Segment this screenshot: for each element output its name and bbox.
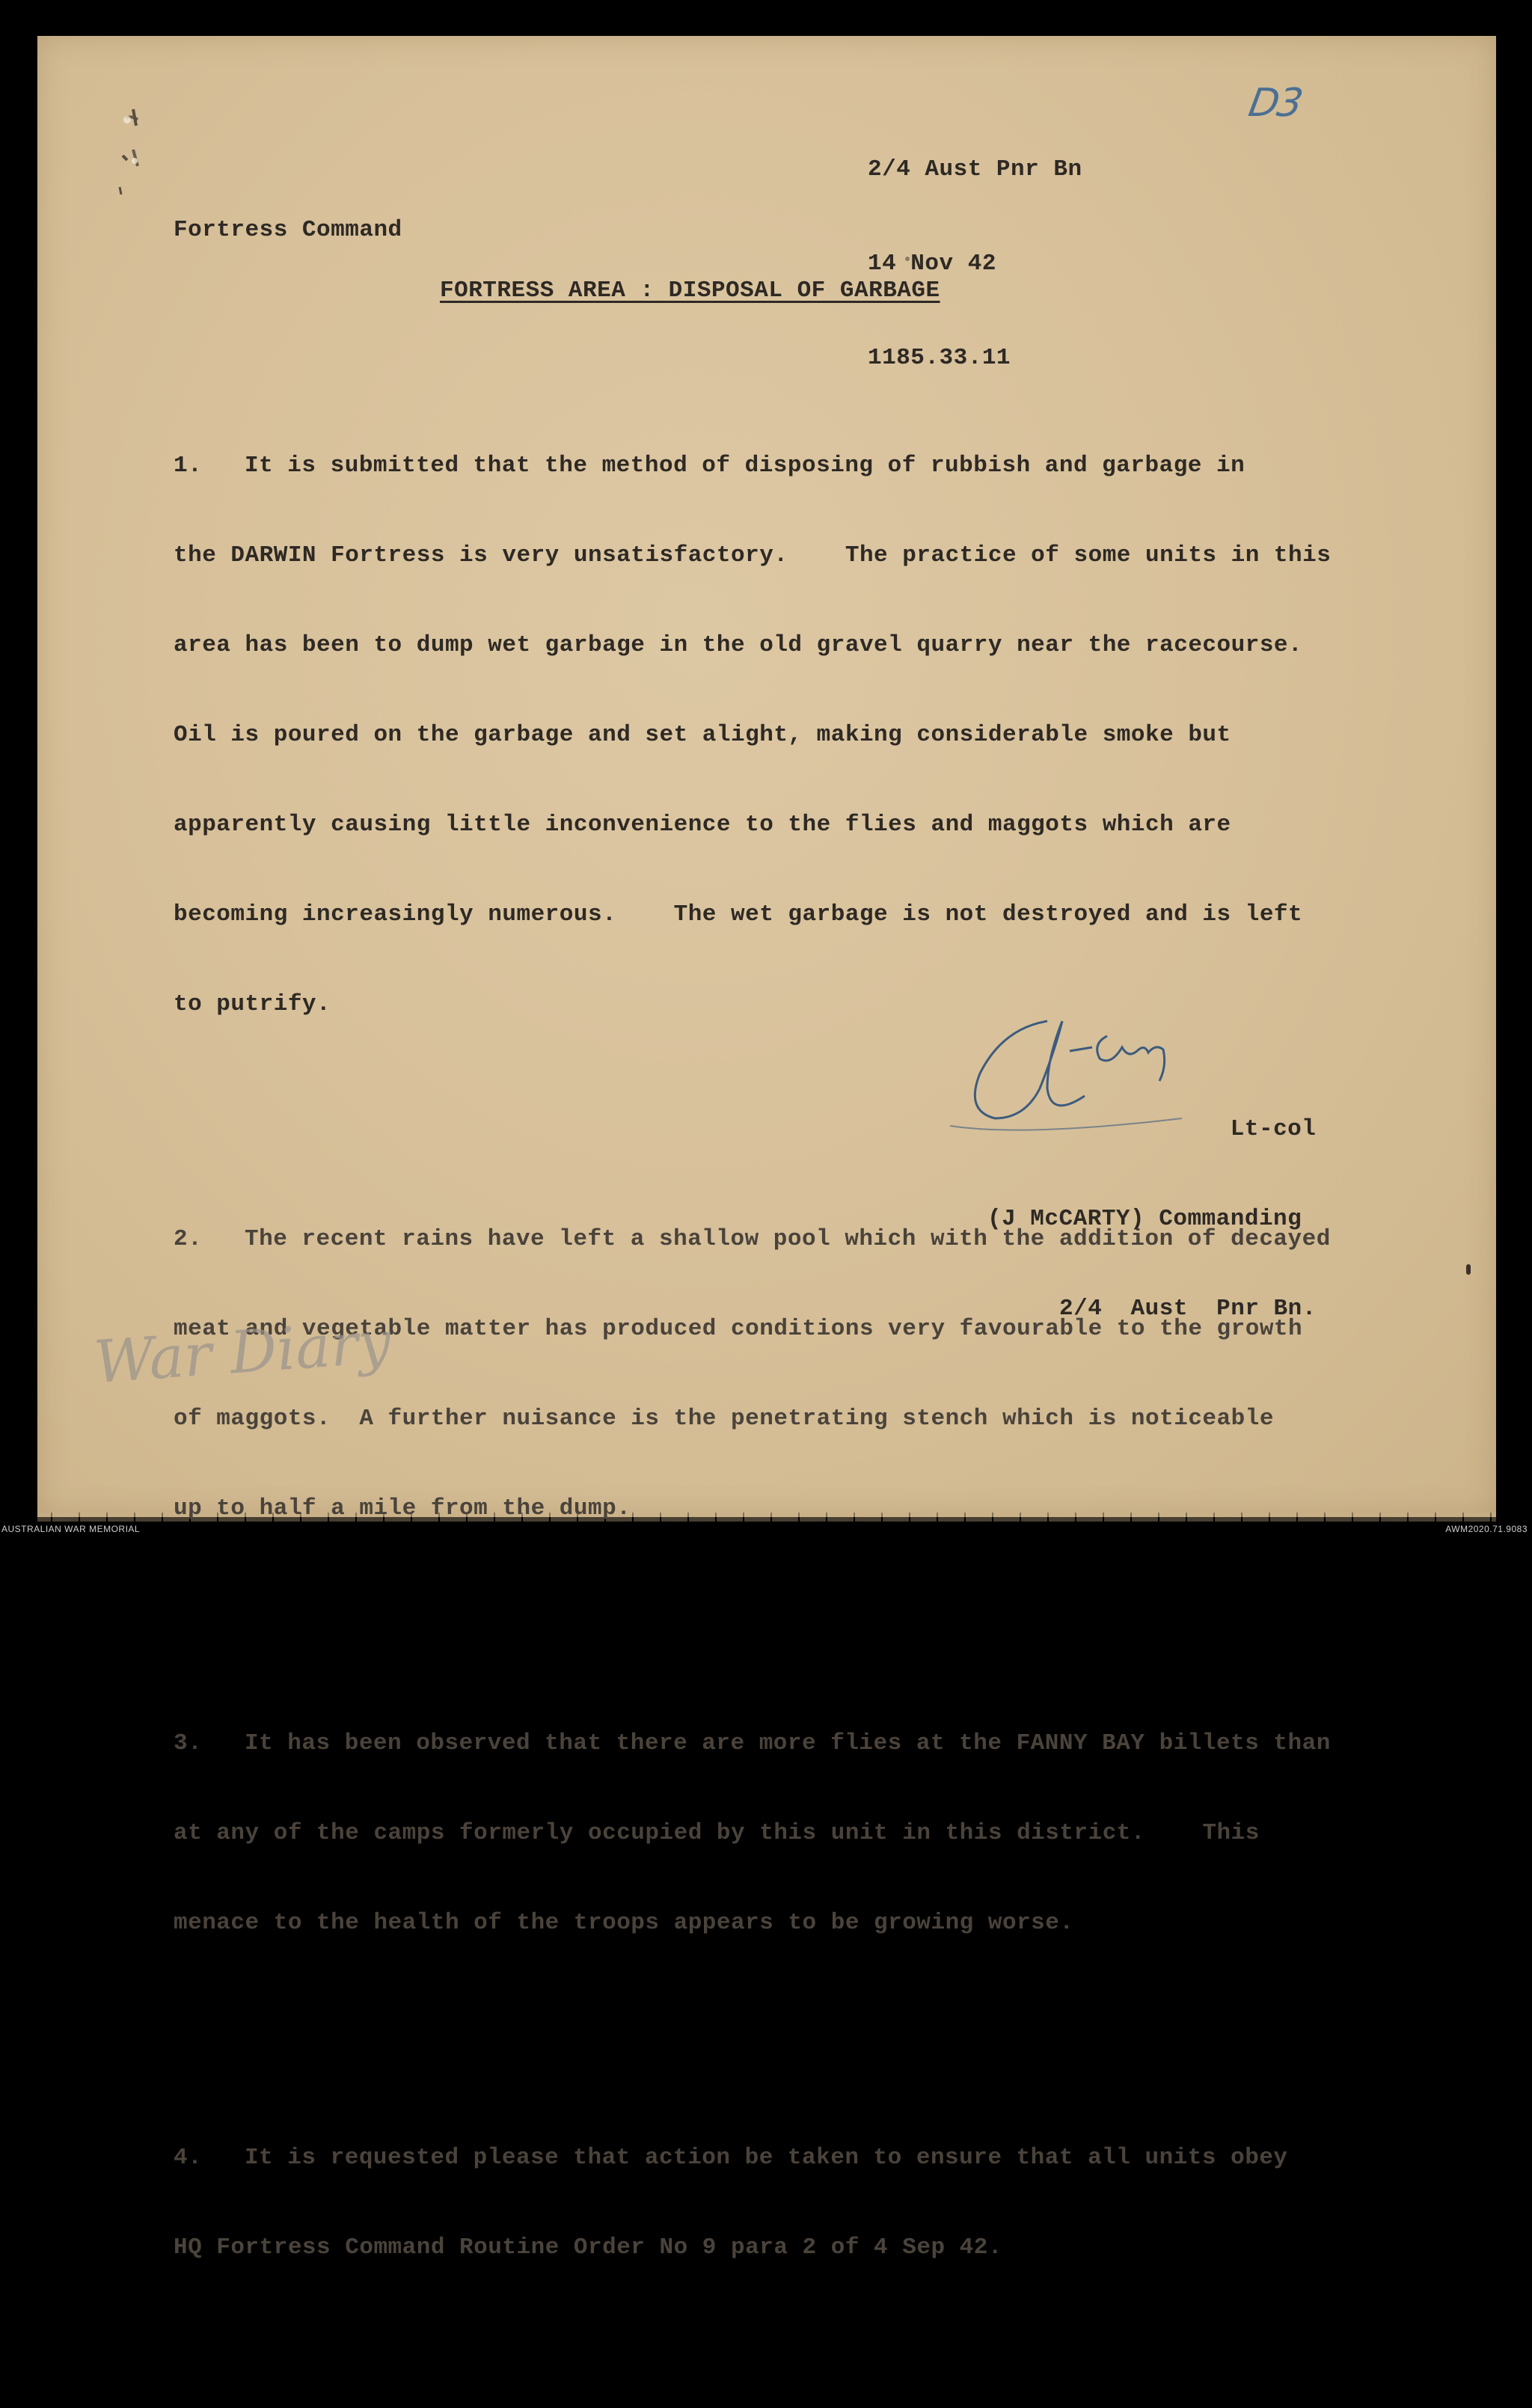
- signatory-name: (J McCARTY) Commanding: [987, 1206, 1302, 1232]
- paragraph-line: of maggots. A further nuisance is the penetrating stench which is noticeable: [174, 1406, 1274, 1432]
- paragraph-3: [174, 1669, 1460, 1998]
- paragraph-line: Oil is poured on the garbage and set alight, making considerable smoke but: [174, 722, 1231, 748]
- paragraph-number: 2.: [174, 1226, 203, 1252]
- signatory-rank: Lt-col: [1230, 1116, 1317, 1142]
- header-unit: 2/4 Aust Pnr Bn: [868, 156, 1082, 183]
- handwritten-file-mark: D3: [1245, 81, 1305, 126]
- paragraph-line: becoming increasingly numerous. The wet garbage is not destroyed and is left: [174, 901, 1303, 928]
- paragraph-line: apparently causing little inconvenience to the flies and maggots which are: [174, 812, 1231, 838]
- paragraph-line: at any of the camps formerly occupied by this unit in this district. This: [174, 1820, 1260, 1846]
- signature-block: [987, 1055, 1317, 1384]
- paragraph-line: up to half a mile from the dump.: [174, 1495, 631, 1522]
- pencil-annotation: [86, 1302, 408, 1399]
- paragraph-line: area has been to dump wet garbage in the old gravel quarry near the racecourse.: [174, 632, 1303, 658]
- paragraph-line: It is requested please that action be taken to ensure that all units obey: [245, 2145, 1288, 2171]
- paragraph-line: the DARWIN Fortress is very unsatisfactory. The practice of some units in this: [174, 542, 1332, 569]
- paragraph-number: 3.: [174, 1730, 203, 1756]
- paragraph-line: It is submitted that the method of disposing of rubbish and garbage in: [245, 453, 1245, 479]
- header-date: 14 Nov 42: [868, 251, 996, 277]
- paragraph-1: [174, 391, 1460, 1079]
- footer-institution: AUSTRALIAN WAR MEMORIAL: [1, 1524, 141, 1534]
- paragraph-line: to putrify.: [174, 991, 331, 1017]
- header-file-ref: 1185.33.11: [868, 345, 1011, 371]
- paragraph-number: 1.: [174, 453, 203, 479]
- paragraph-line: It has been observed that there are more flies at the FANNY BAY billets than: [245, 1730, 1331, 1756]
- edge-mark: [1466, 1264, 1471, 1275]
- addressee: Fortress Command: [174, 217, 402, 243]
- paragraph-line: HQ Fortress Command Routine Order No 9 para 2 of 4 Sep 42.: [174, 2234, 1002, 2261]
- subject-heading: FORTRESS AREA : DISPOSAL OF GARBAGE: [440, 278, 940, 304]
- footer-reference: AWM2020.71.9083: [1445, 1524, 1528, 1534]
- paragraph-line: menace to the health of the troops appears to be growing worse.: [174, 1910, 1074, 1936]
- paragraph-line: The recent rains have left a shallow pool which with the addition of decayed: [245, 1226, 1331, 1252]
- paragraph-number: 4.: [174, 2145, 203, 2171]
- paragraph-4: [174, 2083, 1460, 2323]
- pencil-note-text: War Diary: [91, 1308, 393, 1397]
- staple-holes-icon: [82, 82, 165, 172]
- signatory-unit: 2/4 Aust Pnr Bn.: [1059, 1296, 1317, 1322]
- paragraph-line: meat and vegetable matter has produced conditions very favourable to the growth: [174, 1316, 1303, 1342]
